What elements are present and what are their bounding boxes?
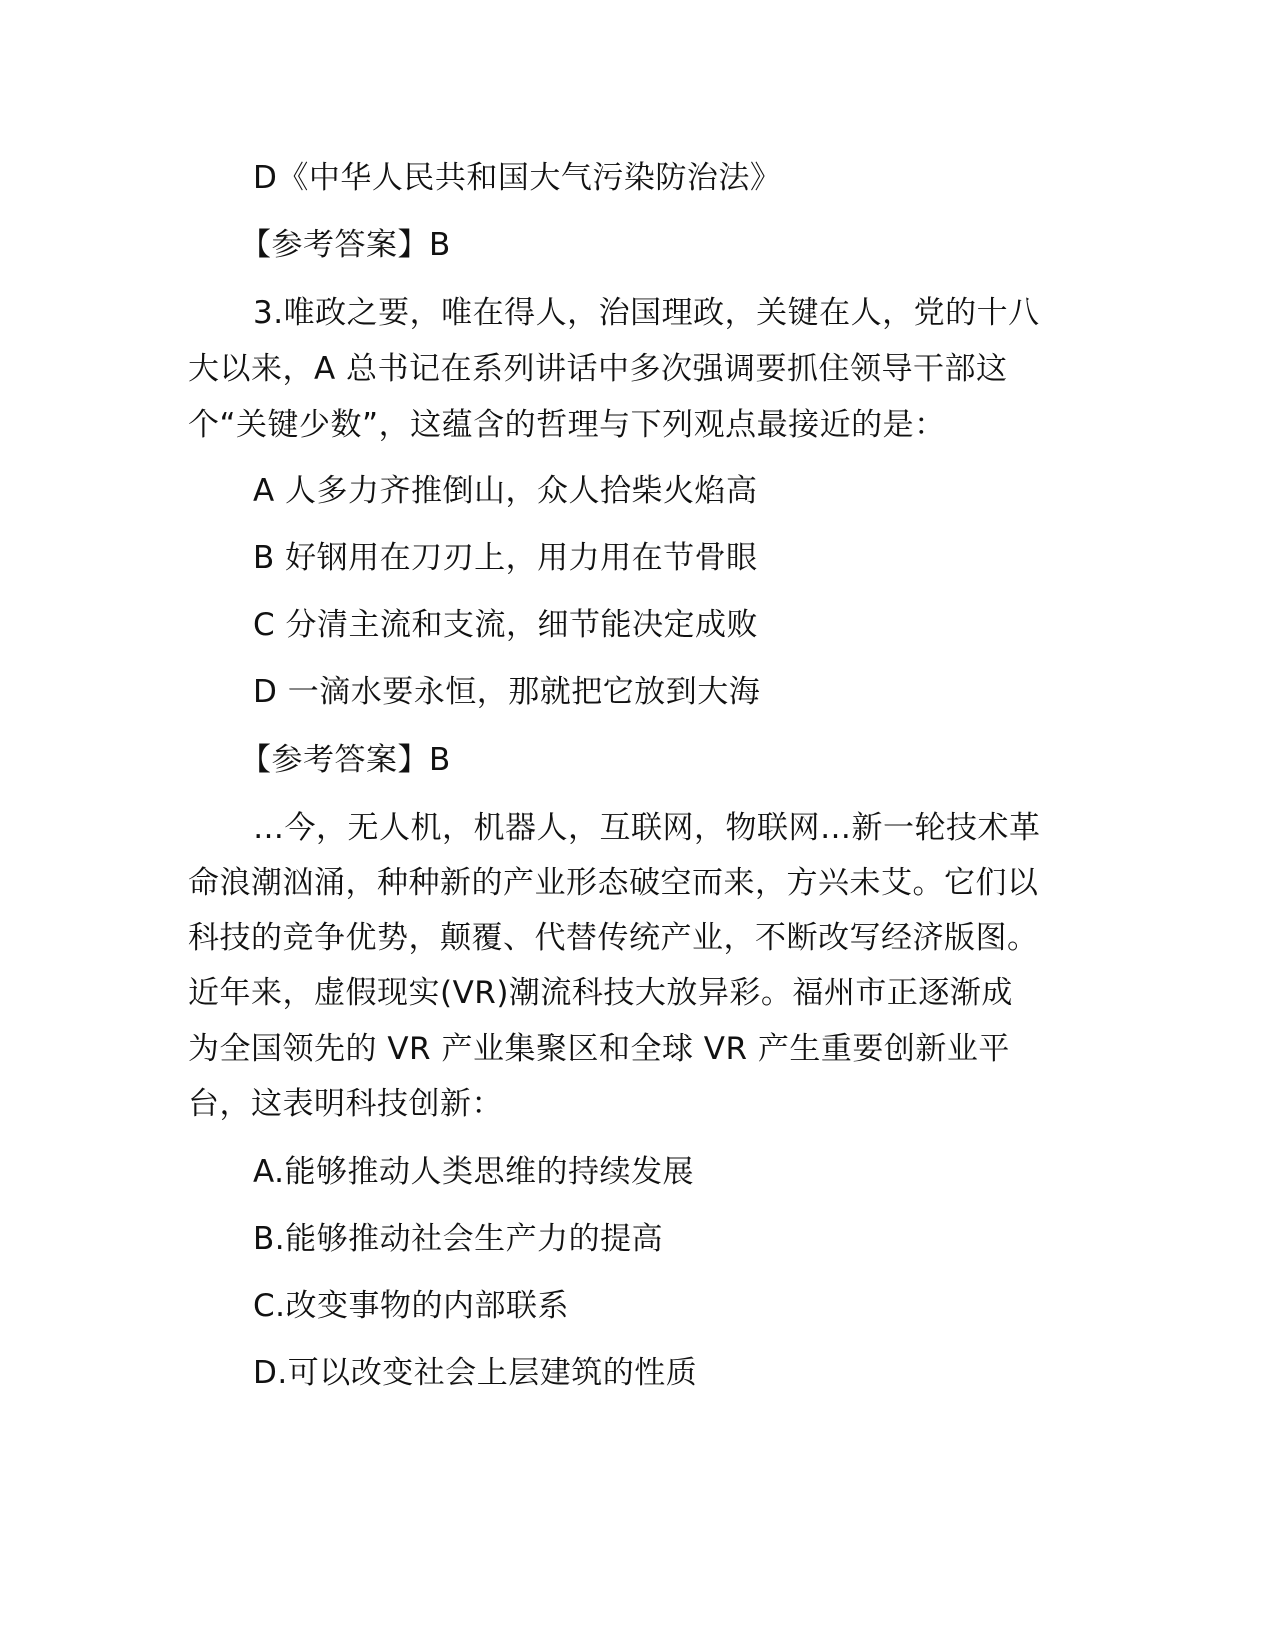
- q3-option-d: D 一滴水要永恒，那就把它放到大海: [253, 674, 761, 710]
- q3-stem-line-3: 个“关键少数”，这蕴含的哲理与下列观点最接近的是：: [188, 407, 946, 443]
- q4-option-d: D.可以改变社会上层建筑的性质: [253, 1355, 698, 1391]
- q4-option-b: B.能够推动社会生产力的提高: [253, 1221, 664, 1257]
- q3-option-c: C 分清主流和支流，细节能决定成败: [253, 607, 758, 643]
- q3-stem-line-1: 3.唯政之要，唯在得人，治国理政，关键在人，党的十八: [253, 295, 1040, 331]
- q3-option-b: B 好钢用在刀刃上，用力用在节骨眼: [253, 540, 758, 576]
- q4-stem-line-1: …今，无人机，机器人，互联网，物联网…新一轮技术革: [253, 810, 1041, 846]
- q3-stem-line-2: 大以来，A 总书记在系列讲话中多次强调要抓住领导干部这: [188, 351, 1008, 387]
- q4-stem-line-5: 为全国领先的 VR 产业集聚区和全球 VR 产生重要创新业平: [188, 1031, 1010, 1067]
- q4-stem-line-2: 命浪潮汹涌，种种新的产业形态破空而来，方兴未艾。它们以: [188, 865, 1039, 901]
- q4-stem-line-3: 科技的竞争优势，颠覆、代替传统产业，不断改写经济版图。: [188, 920, 1039, 956]
- q4-stem-line-6: 台，这表明科技创新：: [188, 1086, 503, 1122]
- q4-option-a: A.能够推动人类思维的持续发展: [253, 1154, 695, 1190]
- q4-option-c: C.改变事物的内部联系: [253, 1288, 569, 1324]
- q3-answer: 【参考答案】B: [240, 742, 451, 778]
- q3-option-a: A 人多力齐推倒山，众人拾柴火焰高: [253, 473, 758, 509]
- q4-stem-line-4: 近年来，虚假现实(VR)潮流科技大放异彩。福州市正逐渐成: [188, 975, 1013, 1011]
- q2-option-d: D《中华人民共和国大气污染防治法》: [253, 160, 782, 196]
- q2-answer: 【参考答案】B: [240, 227, 451, 263]
